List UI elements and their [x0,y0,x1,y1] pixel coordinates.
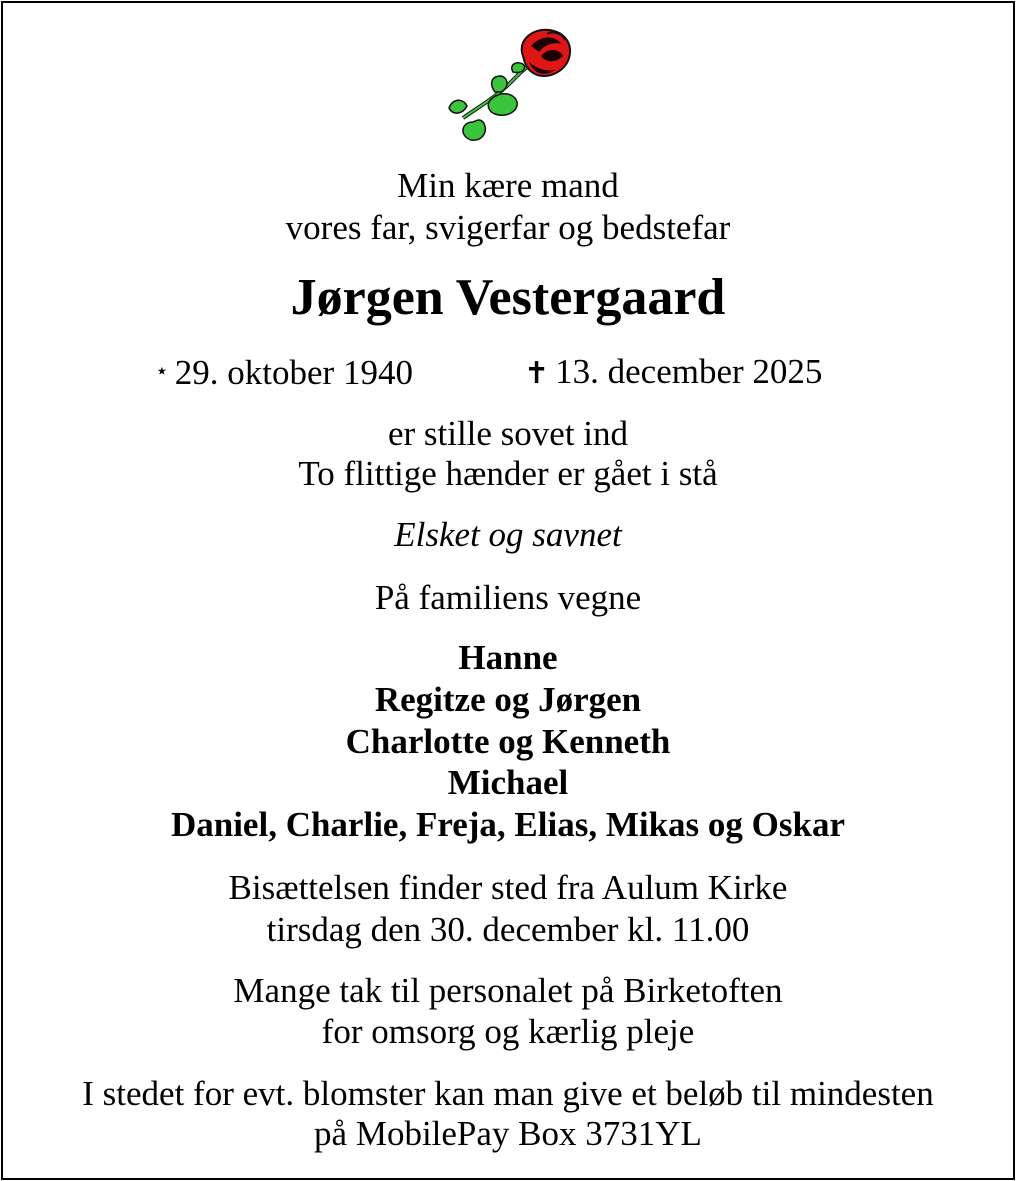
thanks-line-1: Mange tak til personalet på Birketoften [233,971,783,1010]
intro-line-2: vores far, svigerfar og bedstefar [285,208,731,247]
death-date-group [524,350,822,396]
message-line-2: To flittige hænder er gået i stå [298,454,718,493]
life-dates [0,350,1016,394]
funeral-line-1: Bisættelsen finder sted fra Aulum Kirke [228,868,788,907]
on-behalf-line: På familiens vegne [374,578,642,617]
cross-icon: ✝ [524,356,550,391]
funeral-line-2: tirsdag den 30. december kl. 11.00 [266,910,750,949]
family-member: Charlotte og Kenneth [345,722,671,761]
sentiment-line: Elsket og savnet [394,515,622,554]
family-member: Michael [447,763,569,802]
donation-line-1: I stedet for evt. blomster kan man give et beløb til mindesten [82,1074,934,1113]
death-date: 13. december 2025 [555,352,823,391]
message-line-1: er stille sovet ind [387,414,629,453]
birth-date-group [155,350,413,395]
family-member: Hanne [458,638,558,677]
donation-line-2: på MobilePay Box 3731YL [314,1114,702,1153]
family-member: Regitze og Jørgen [374,680,642,719]
family-member: Daniel, Charlie, Freja, Elias, Mikas og Oskar [170,805,846,844]
birth-date: 29. oktober 1940 [174,353,413,392]
deceased-name: Jørgen Vestergaard [290,269,726,326]
thanks-line-2: for omsorg og kærlig pleje [321,1012,695,1051]
star-icon: ⋆ [155,359,169,384]
red-rose-icon [443,26,575,144]
intro-line-1: Min kære mand [397,166,619,205]
